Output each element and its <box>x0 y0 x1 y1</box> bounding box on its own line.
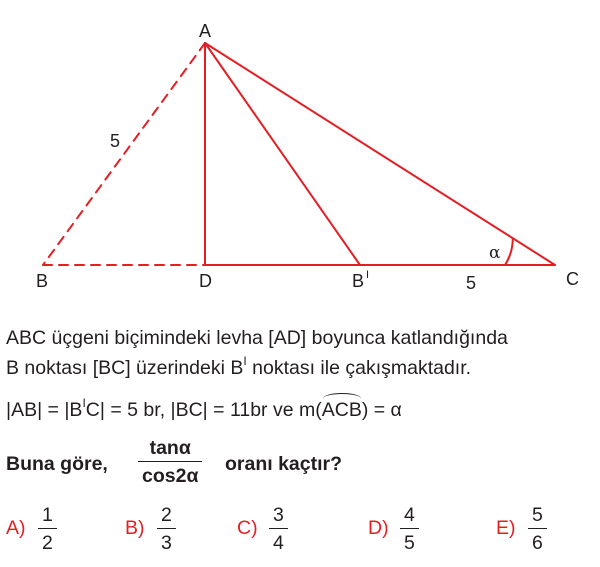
choice-denominator: 4 <box>273 532 284 554</box>
choice-denominator: 5 <box>404 532 415 554</box>
question-fraction <box>138 436 202 488</box>
problem-line-2 <box>6 356 471 382</box>
question-suffix: oranı kaçtır? <box>225 453 343 475</box>
line2-text-b: noktası ile çakışmaktadır. <box>246 357 472 379</box>
problem-line-3 <box>6 398 402 424</box>
label-d: D <box>199 271 212 291</box>
label-b: B <box>36 271 49 291</box>
label-b-prime-mark: I <box>366 269 370 281</box>
line3-prime-mark: I <box>82 396 86 410</box>
arc-letters: ACB <box>321 399 362 421</box>
choice-letter: D) <box>368 517 389 539</box>
choice-numerator: 5 <box>532 504 543 526</box>
choice-bar <box>528 528 547 529</box>
segment-ab-prime <box>205 43 360 265</box>
fraction-denominator: cos2α <box>142 465 199 487</box>
choice-bar <box>38 528 57 529</box>
choice-numerator: 2 <box>161 504 172 526</box>
choice-numerator: 4 <box>404 504 415 526</box>
problem-line-1: ABC üçgeni biçimindeki levha [AD] boyunca katlandığında <box>6 327 508 349</box>
choice-letter: E) <box>496 517 516 539</box>
choice-denominator: 6 <box>532 532 543 554</box>
choice-numerator: 3 <box>273 504 284 526</box>
choice-fraction <box>157 503 176 555</box>
line2-prime-mark: I <box>243 354 247 368</box>
choice-fraction <box>400 503 419 555</box>
choice-letter: C) <box>237 517 258 539</box>
line3-text-c: ) = α <box>361 399 402 421</box>
choice-bar <box>400 528 419 529</box>
choice-bar <box>157 528 176 529</box>
choice-fraction <box>38 503 57 555</box>
angle-acb-arc-notation <box>322 398 362 422</box>
choice-letter: B) <box>125 517 145 539</box>
choice-bar <box>269 528 288 529</box>
choice-numerator: 1 <box>42 504 53 526</box>
segment-ac <box>205 43 555 265</box>
choice-fraction <box>528 503 547 555</box>
length-b-prime-c: 5 <box>466 273 477 293</box>
line2-text-a: B noktası [BC] üzerindeki B <box>6 357 244 379</box>
choice-denominator: 2 <box>42 532 53 554</box>
fraction-numerator: tanα <box>149 437 191 459</box>
fraction-bar <box>138 461 202 462</box>
question-prefix: Buna göre, <box>6 453 108 475</box>
angle-arc <box>505 238 513 265</box>
label-a: A <box>199 21 212 41</box>
length-ab: 5 <box>110 131 121 151</box>
line3-text-a: |AB| = |B <box>6 399 83 421</box>
angle-alpha-label: α <box>489 243 501 263</box>
line3-text-b: C| = 5 br, |BC| = 11br ve m( <box>85 399 322 421</box>
label-b-prime: B <box>352 271 365 291</box>
choice-denominator: 3 <box>161 532 172 554</box>
choice-fraction <box>269 503 288 555</box>
choice-letter: A) <box>6 517 26 539</box>
arc-mark <box>323 393 361 404</box>
segment-ab-dashed <box>43 43 205 265</box>
label-c: C <box>566 269 579 289</box>
